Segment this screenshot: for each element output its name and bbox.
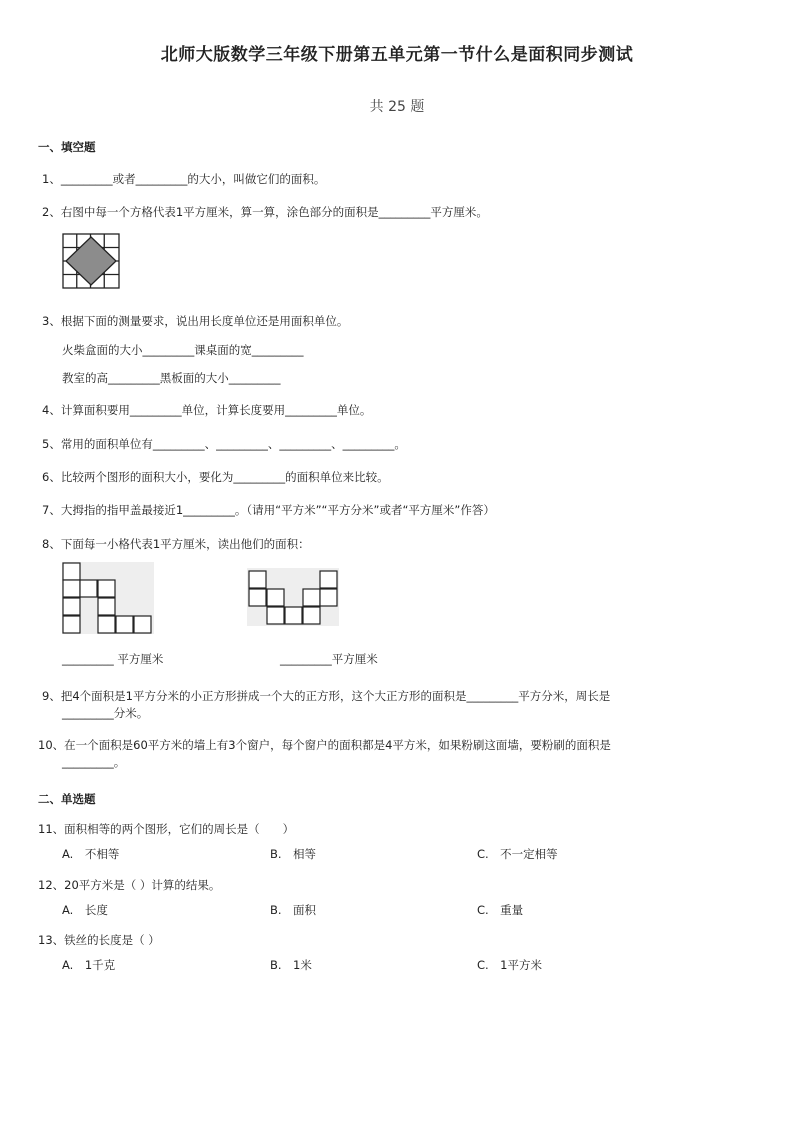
question-2: 2、右图中每一个方格代表1平方厘米，算一算，涂色部分的面积是_________平方厘米。 [42,205,488,219]
question-4: 4、计算面积要用_________单位，计算长度要用_________单位。 [42,403,372,417]
q13-option-c: C. 1平方米 [477,958,543,972]
question-10-line-1: 10、在一个面积是60平方米的墙上有3个窗户，每个窗户的面积都是4平方米，如果粉刷这面墙，要粉刷的面积是 [38,738,611,752]
q13-option-a: A. 1千克 [62,958,116,972]
question-6: 6、比较两个图形的面积大小，要化为_________的面积单位来比较。 [42,470,389,484]
q8-right-answer: _________平方厘米 [280,652,378,666]
q12-option-b: B. 面积 [270,903,317,917]
question-5: 5、常用的面积单位有_________、_________、_________、_________。 [42,437,406,451]
question-13: 13、铁丝的长度是（ ） [38,933,160,947]
question-11: 11、面积相等的两个图形，它们的周长是（ ） [38,822,295,836]
q11-option-a: A. 不相等 [62,847,120,861]
question-1: 1、_________或者_________的大小，叫做它们的面积。 [42,172,326,186]
question-count: 共 25 题 [369,99,425,115]
q8-left-answer: _________ 平方厘米 [62,652,164,666]
question-3-line-1: 火柴盒面的大小_________课桌面的宽_________ [62,343,304,357]
q2-grid-figure [62,233,120,289]
q11-option-c: C. 不一定相等 [477,847,558,861]
question-9-line-1: 9、把4个面积是1平方分米的小正方形拼成一个大的正方形，这个大正方形的面积是_________平方分米，周长是 [42,689,611,703]
question-9-line-2: _________分米。 [62,706,149,720]
q12-option-c: C. 重量 [477,903,524,917]
question-3: 3、根据下面的测量要求，说出用长度单位还是用面积单位。 [42,314,349,328]
question-7: 7、大拇指的指甲盖最接近1_________。（请用“平方米”“平方分米”或者“平方厘米”作答） [42,503,495,517]
question-8: 8、下面每一小格代表1平方厘米，读出他们的面积： [42,537,310,551]
section-fill-in: 一、填空题 [38,140,96,154]
page-title: 北师大版数学三年级下册第五单元第一节什么是面积同步测试 [160,45,634,65]
section-single-choice: 二、单选题 [38,792,96,806]
question-10-line-2: _________。 [62,755,126,769]
q11-option-b: B. 相等 [270,847,317,861]
q13-option-b: B. 1米 [270,958,312,972]
q8-right-figure [247,568,339,626]
q12-option-a: A. 长度 [62,903,108,917]
question-3-line-2: 教室的高_________黑板面的大小_________ [62,371,281,385]
question-12: 12、20平方米是（ ）计算的结果。 [38,878,221,892]
q8-left-figure [62,562,154,634]
shaded-diamond [66,237,116,285]
